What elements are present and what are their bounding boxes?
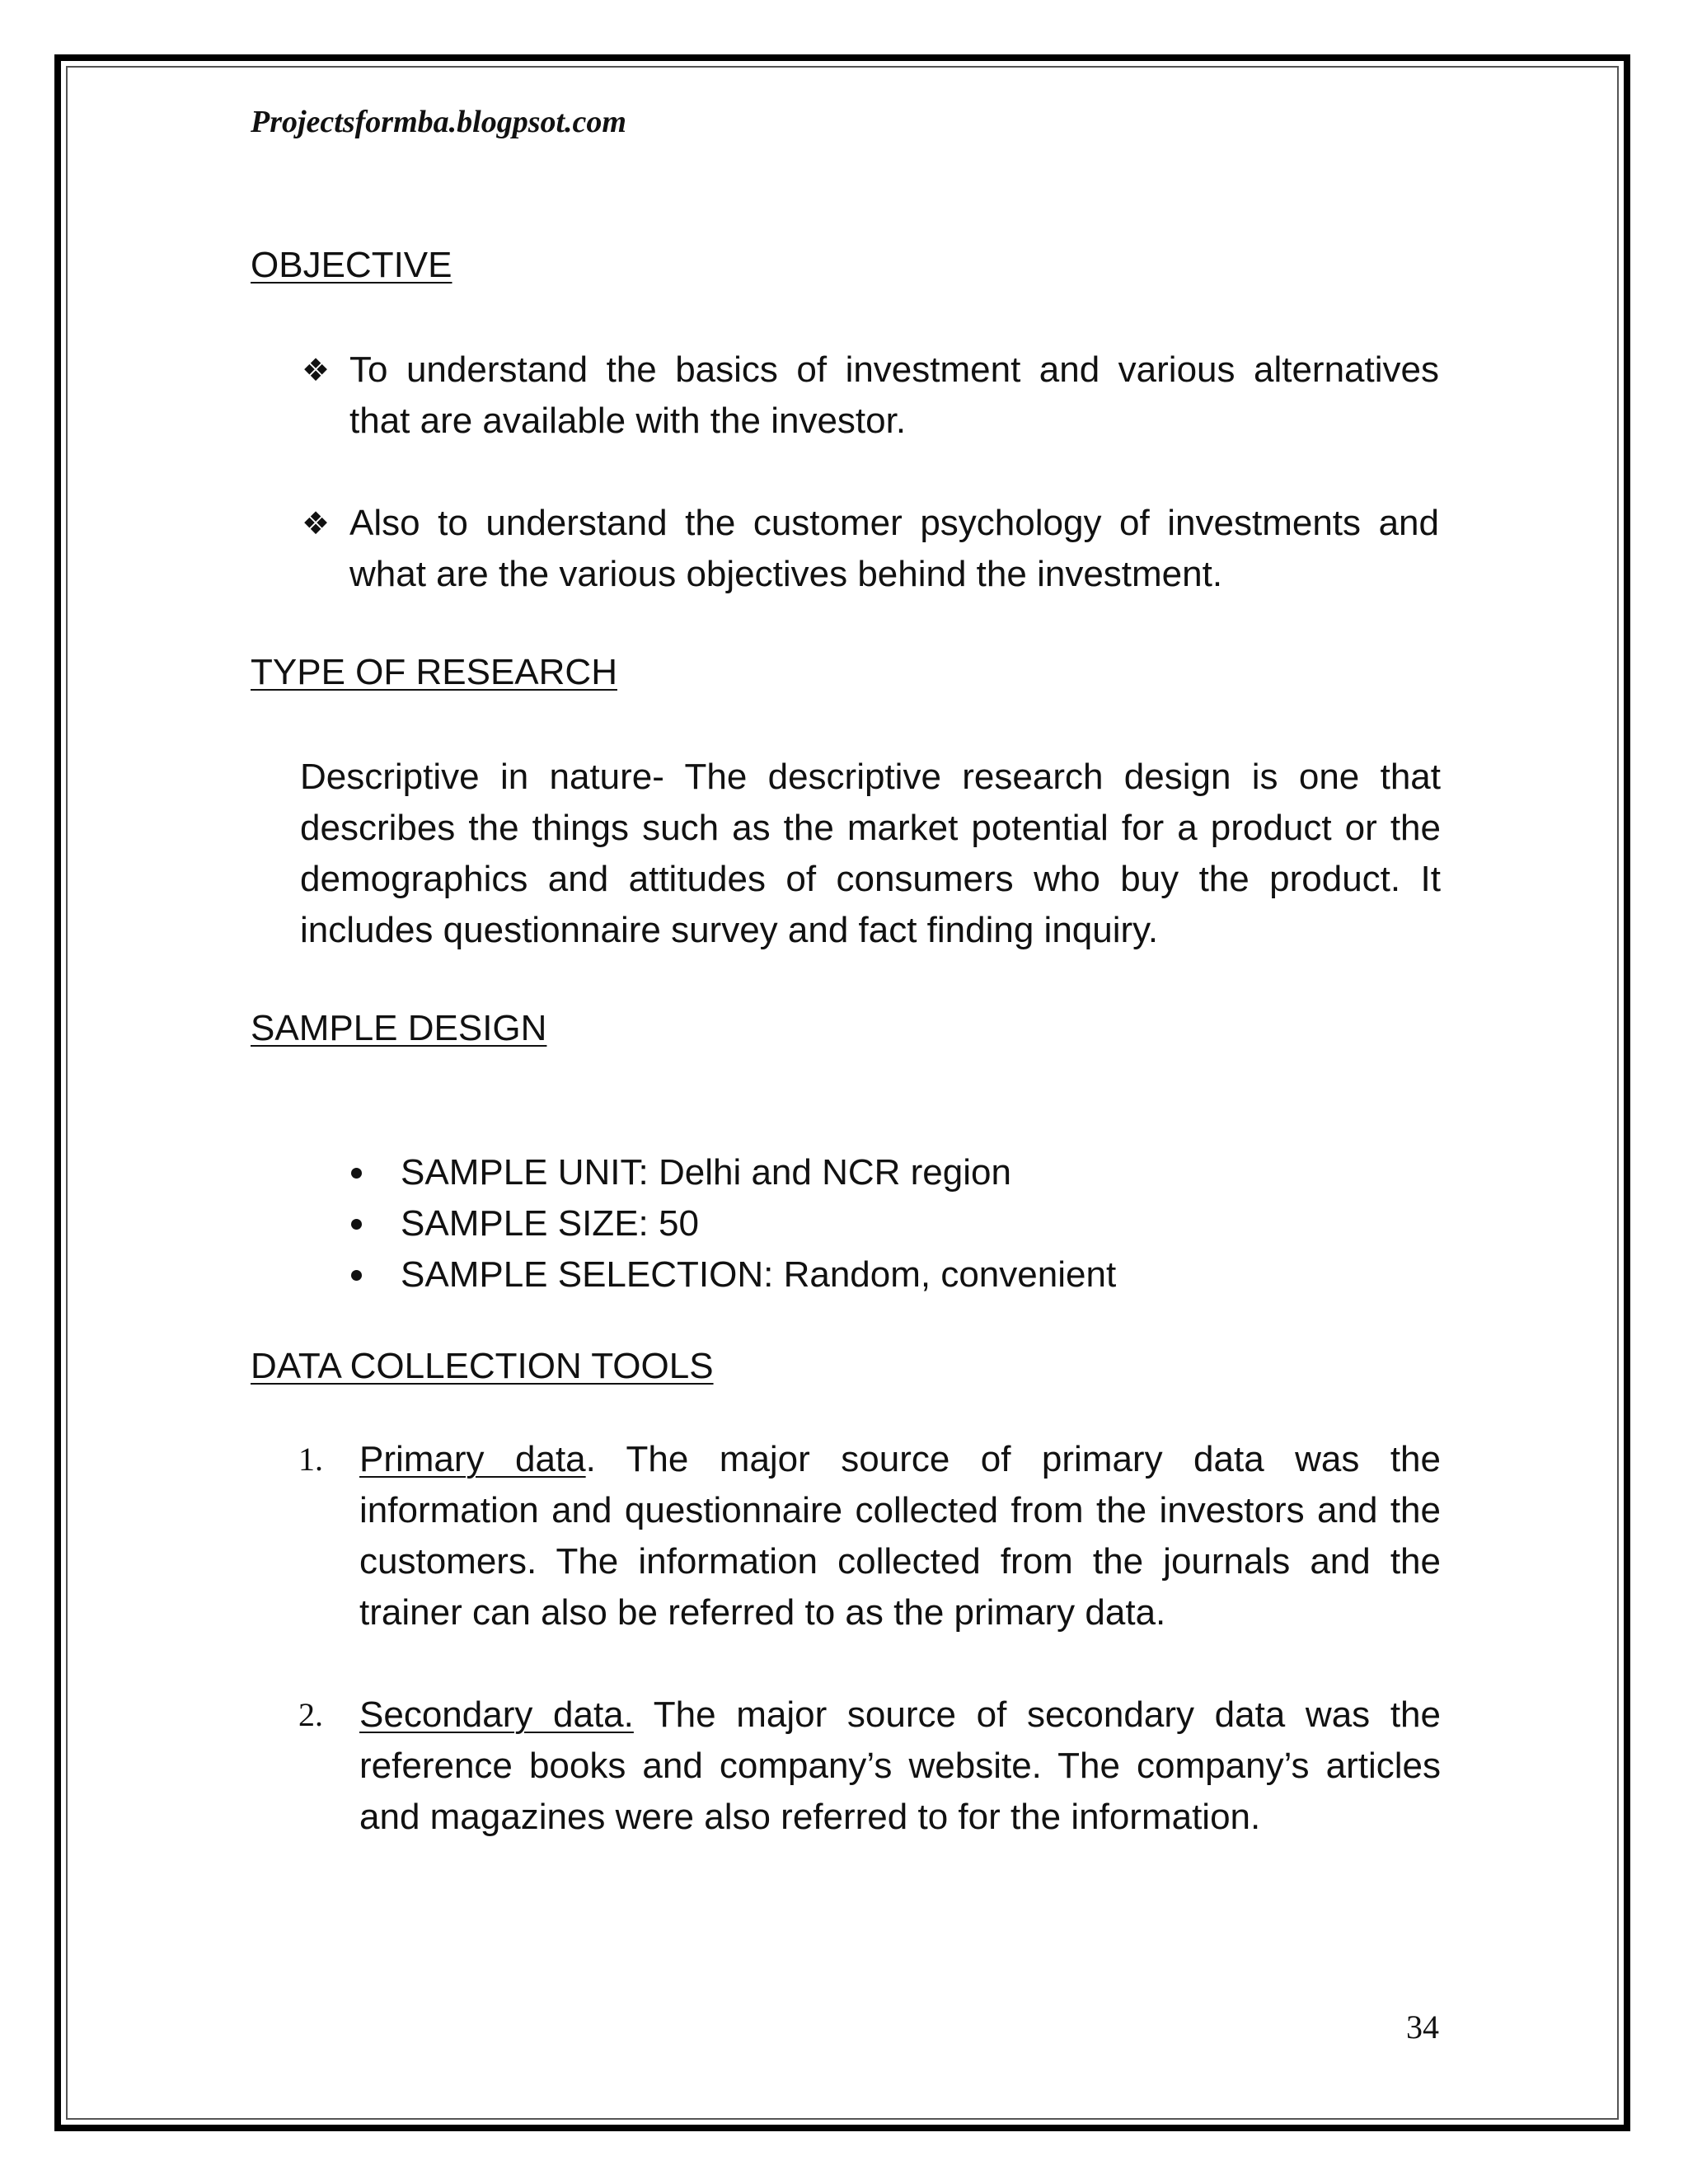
sample-item-text: SAMPLE SIZE: 50 xyxy=(401,1203,699,1244)
list-item xyxy=(348,1249,1116,1301)
list-item xyxy=(348,1198,1116,1249)
research-heading: TYPE OF RESEARCH xyxy=(251,652,617,692)
header-site-name: Projectsformba.blogpsot.com xyxy=(251,105,626,139)
objective-bullet xyxy=(302,498,1439,600)
research-paragraph: Descriptive in nature- The descriptive research design is one that describes the things such as the market potential for a product or the demographics and attitudes of consumers who buy the product. It includes questionnaire survey and fact finding inquiry. xyxy=(300,757,1441,950)
page-number: 34 xyxy=(1406,2008,1439,2046)
list-number: 1. xyxy=(298,1441,323,1478)
diamond-bullet-icon: ❖ xyxy=(302,352,331,388)
tools-item-description: The major source of secondary data was the reference books and company’s website. The company’s articles and magazines were also referred to for the information. xyxy=(359,1694,1441,1837)
objective-bullet-text: To understand the basics of investment and various alternatives that are available with the investor. xyxy=(349,349,1439,441)
tools-item-text xyxy=(359,1690,1441,1843)
list-item xyxy=(348,1147,1116,1198)
tools-heading: DATA COLLECTION TOOLS xyxy=(251,1346,714,1386)
sample-heading: SAMPLE DESIGN xyxy=(251,1008,547,1048)
tools-item-description: . The major source of primary data was the information and questionnaire collected from the investors and the customers. The information collected from the journals and the trainer can also be referred to as the primary data. xyxy=(359,1439,1441,1633)
sample-item-text: SAMPLE SELECTION: Random, convenient xyxy=(401,1254,1117,1295)
tools-item xyxy=(298,1690,1441,1843)
sample-item-text: SAMPLE UNIT: Delhi and NCR region xyxy=(401,1152,1011,1193)
objective-bullet-text: Also to understand the customer psychology of investments and what are the various objectives behind the investment. xyxy=(349,503,1439,594)
objective-heading: OBJECTIVE xyxy=(251,245,452,285)
bullet-dot-icon xyxy=(351,1168,362,1179)
diamond-bullet-icon: ❖ xyxy=(302,505,331,541)
tools-item-text xyxy=(359,1434,1441,1638)
tools-item-term: Primary data xyxy=(359,1439,586,1479)
objective-bullet xyxy=(302,344,1439,447)
bullet-dot-icon xyxy=(351,1270,362,1281)
tools-item xyxy=(298,1434,1441,1638)
bullet-dot-icon xyxy=(351,1219,362,1230)
sample-list xyxy=(348,1147,1116,1301)
list-number: 2. xyxy=(298,1696,323,1733)
tools-item-term: Secondary data. xyxy=(359,1694,634,1735)
